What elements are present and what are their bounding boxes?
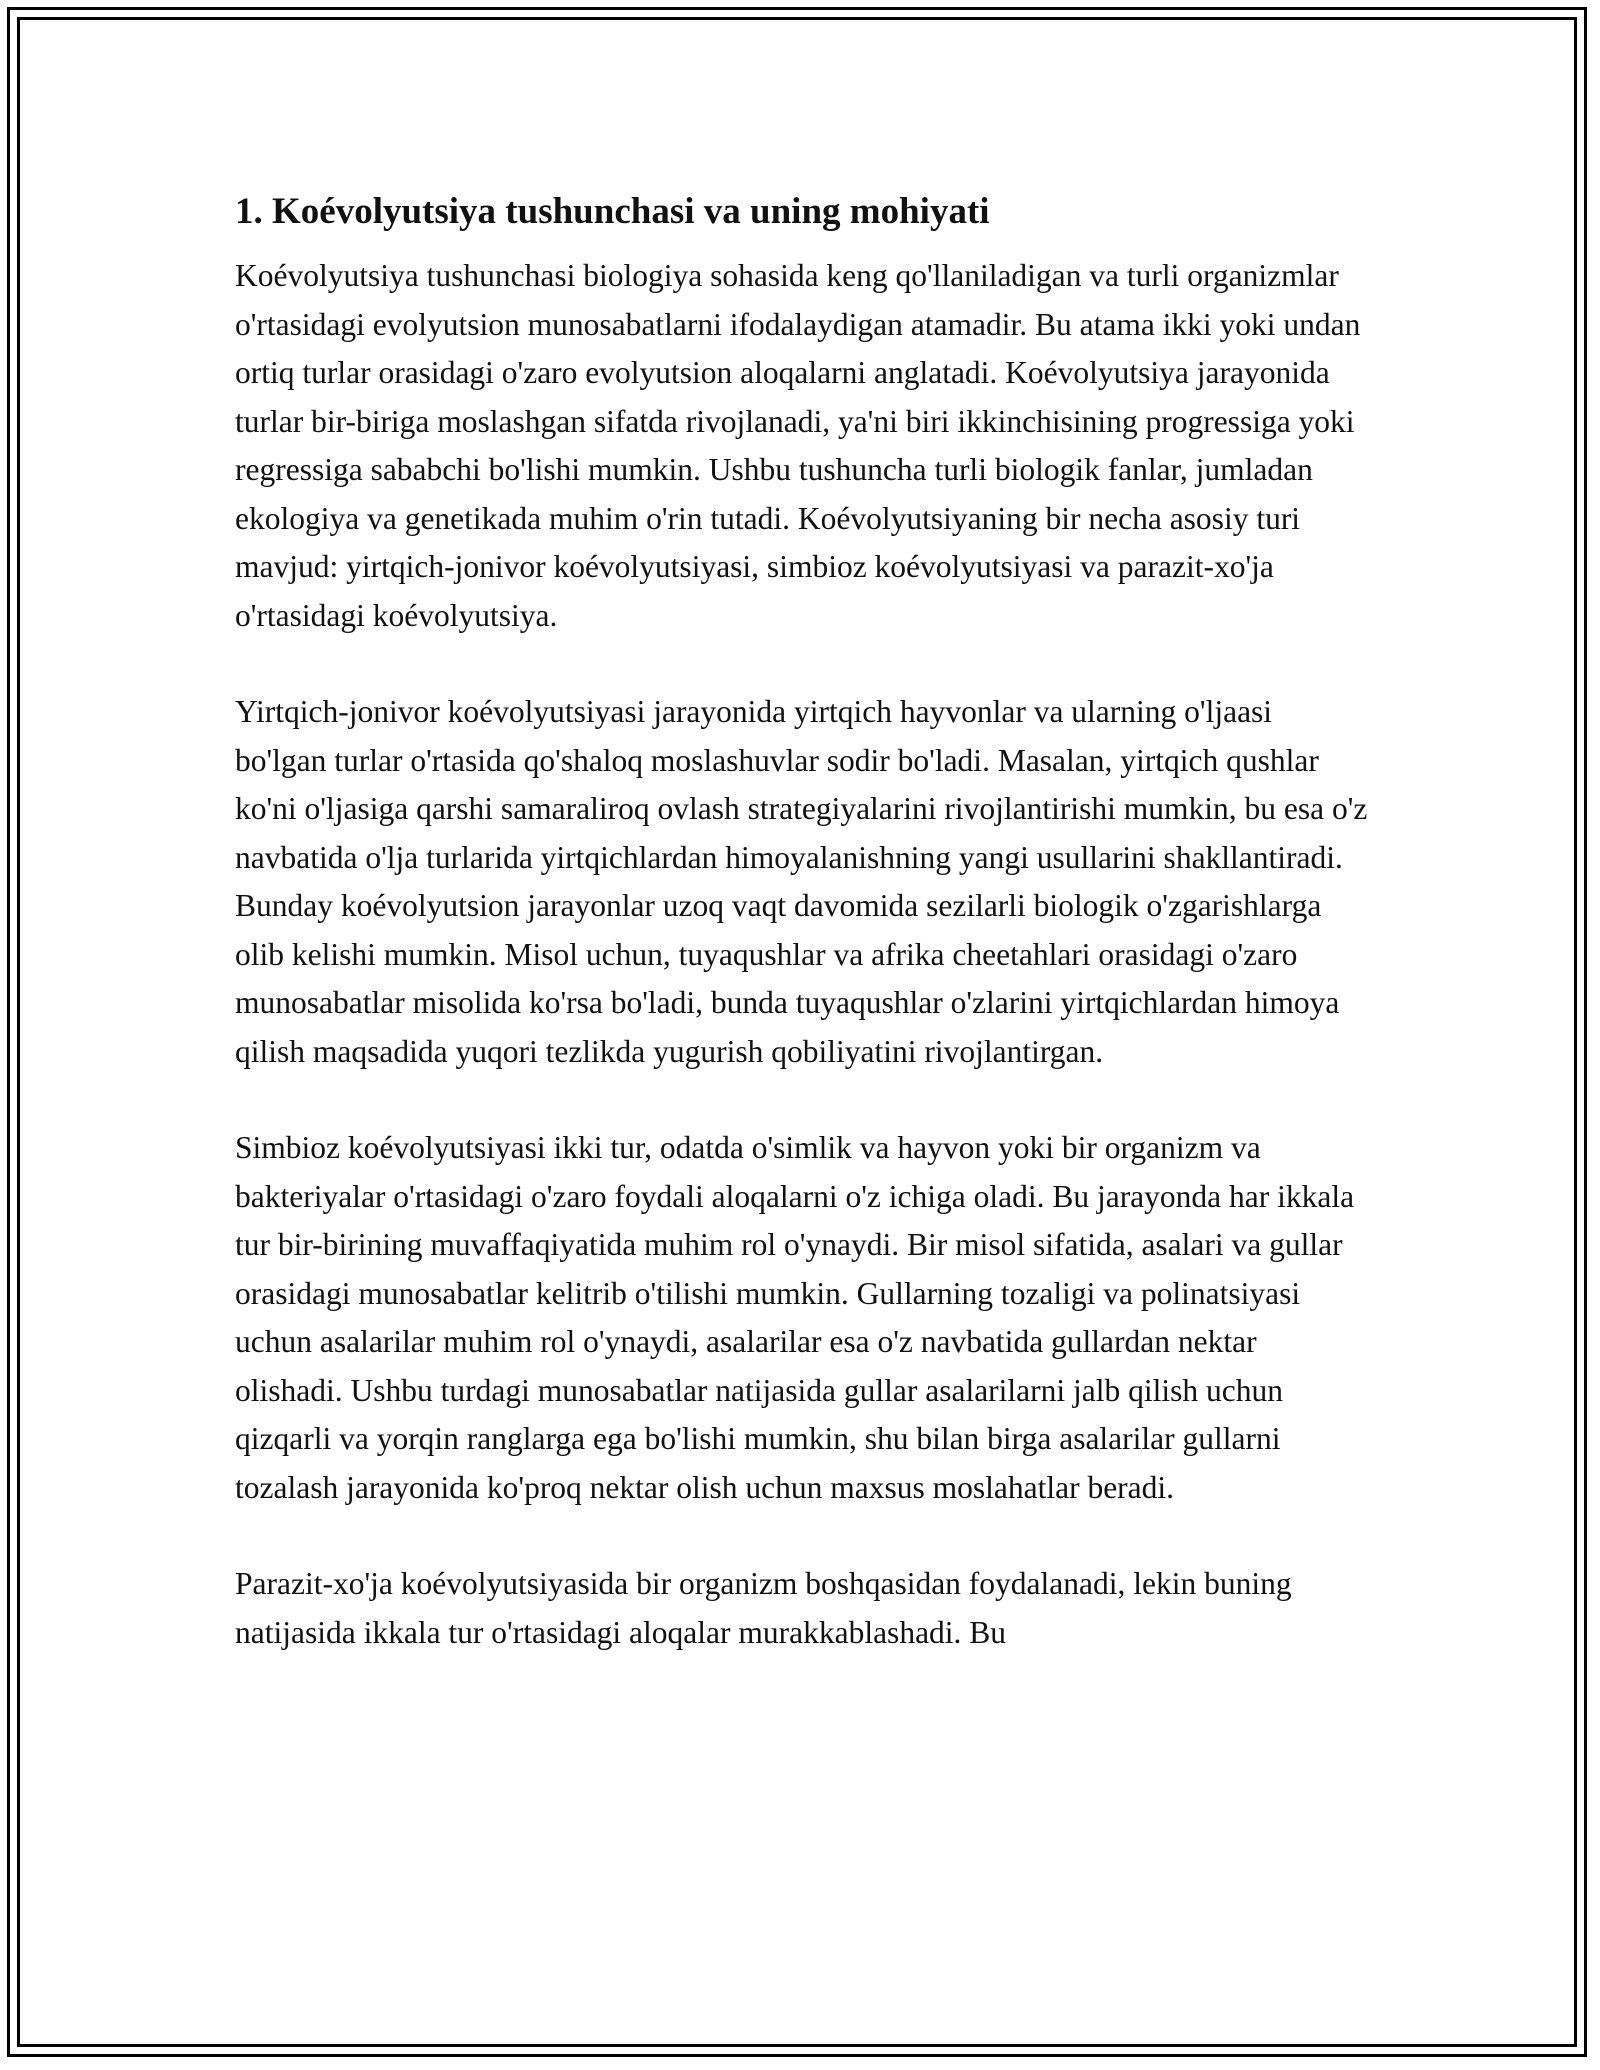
paragraph-predator-prey: Yirtqich-jonivor koévolyutsiyasi jarayonida yirtqich hayvonlar va ularning o'ljaasi bo'lgan turlar o'rtasida qo'shaloq moslashuvlar sodir bo'ladi. Masalan, yirtqich qushlar ko'ni o'ljasiga qarshi samaraliroq ovlash strategiyalarini rivojlantirishi mumkin, bu esa o'z navbatida o'lja turlarida yirtqichlardan himoyalanishning yangi usullarini shakllantiradi. Bunday koévolyutsion jarayonlar uzoq vaqt davomida sezilarli biologik o'zgarishlarga olib kelishi mumkin. Misol uchun, tuyaqushlar va afrika cheetahlari orasidagi o'zaro munosabatlar misolida ko'rsa bo'ladi, bunda tuyaqushlar o'zlarini yirtqichlardan himoya qilish maqsadida yuqori tezlikda yugurish qobiliyatini rivojlantirgan.: [235, 694, 1368, 1069]
section-heading: 1. Koévolyutsiya tushunchasi va uning mohiyati: [235, 191, 990, 232]
paragraph-koevolyutsiya-definition: Koévolyutsiya tushunchasi biologiya sohasida keng qo'llaniladigan va turli organizmlar o'rtasidagi evolyutsion munosabatlarni ifodalaydigan atamadir. Bu atama ikki yoki undan ortiq turlar orasidagi o'zaro evolyutsion aloqalarni anglatadi. Koévolyutsiya jarayonida turlar bir-biriga moslashgan sifatda rivojlanadi, ya'ni biri ikkinchisining progressiga yoki regressiga sababchi bo'lishi mumkin. Ushbu tushuncha turli biologik fanlar, jumladan ekologiya va genetikada muhim o'rin tutadi. Koévolyutsiyaning bir necha asosiy turi mavjud: yirtqich-jonivor koévolyutsiyasi, simbioz koévolyutsiyasi va parazit-xo'ja o'rtasidagi koévolyutsiya.: [235, 258, 1361, 633]
paragraph-symbiosis: Simbioz koévolyutsiyasi ikki tur, odatda o'simlik va hayvon yoki bir organizm va bakteriyalar o'rtasidagi o'zaro foydali aloqalarni o'z ichiga oladi. Bu jarayonda har ikkala tur bir-birining muvaffaqiyatida muhim rol o'ynaydi. Bir misol sifatida, asalari va gullar orasidagi munosabatlar kelitrib o'tilishi mumkin. Gullarning tozaligi va polinatsiyasi uchun asalarilar muhim rol o'ynaydi, asalarilar esa o'z navbatida gullardan nektar olishadi. Ushbu turdagi munosabatlar natijasida gullar asalarilarni jalb qilish uchun qizqarli va yorqin ranglarga ega bo'lishi mumkin, shu bilan birga asalarilar gullarni tozalash jarayonida ko'proq nektar olish uchun maxsus moslahatlar beradi.: [235, 1130, 1355, 1505]
paragraph-parasite-host: Parazit-xo'ja koévolyutsiyasida bir organizm boshqasidan foydalanadi, lekin buning natijasida ikkala tur o'rtasidagi aloqalar murakkablashadi. Bu: [235, 1566, 1292, 1650]
document-body: [235, 186, 1371, 1705]
